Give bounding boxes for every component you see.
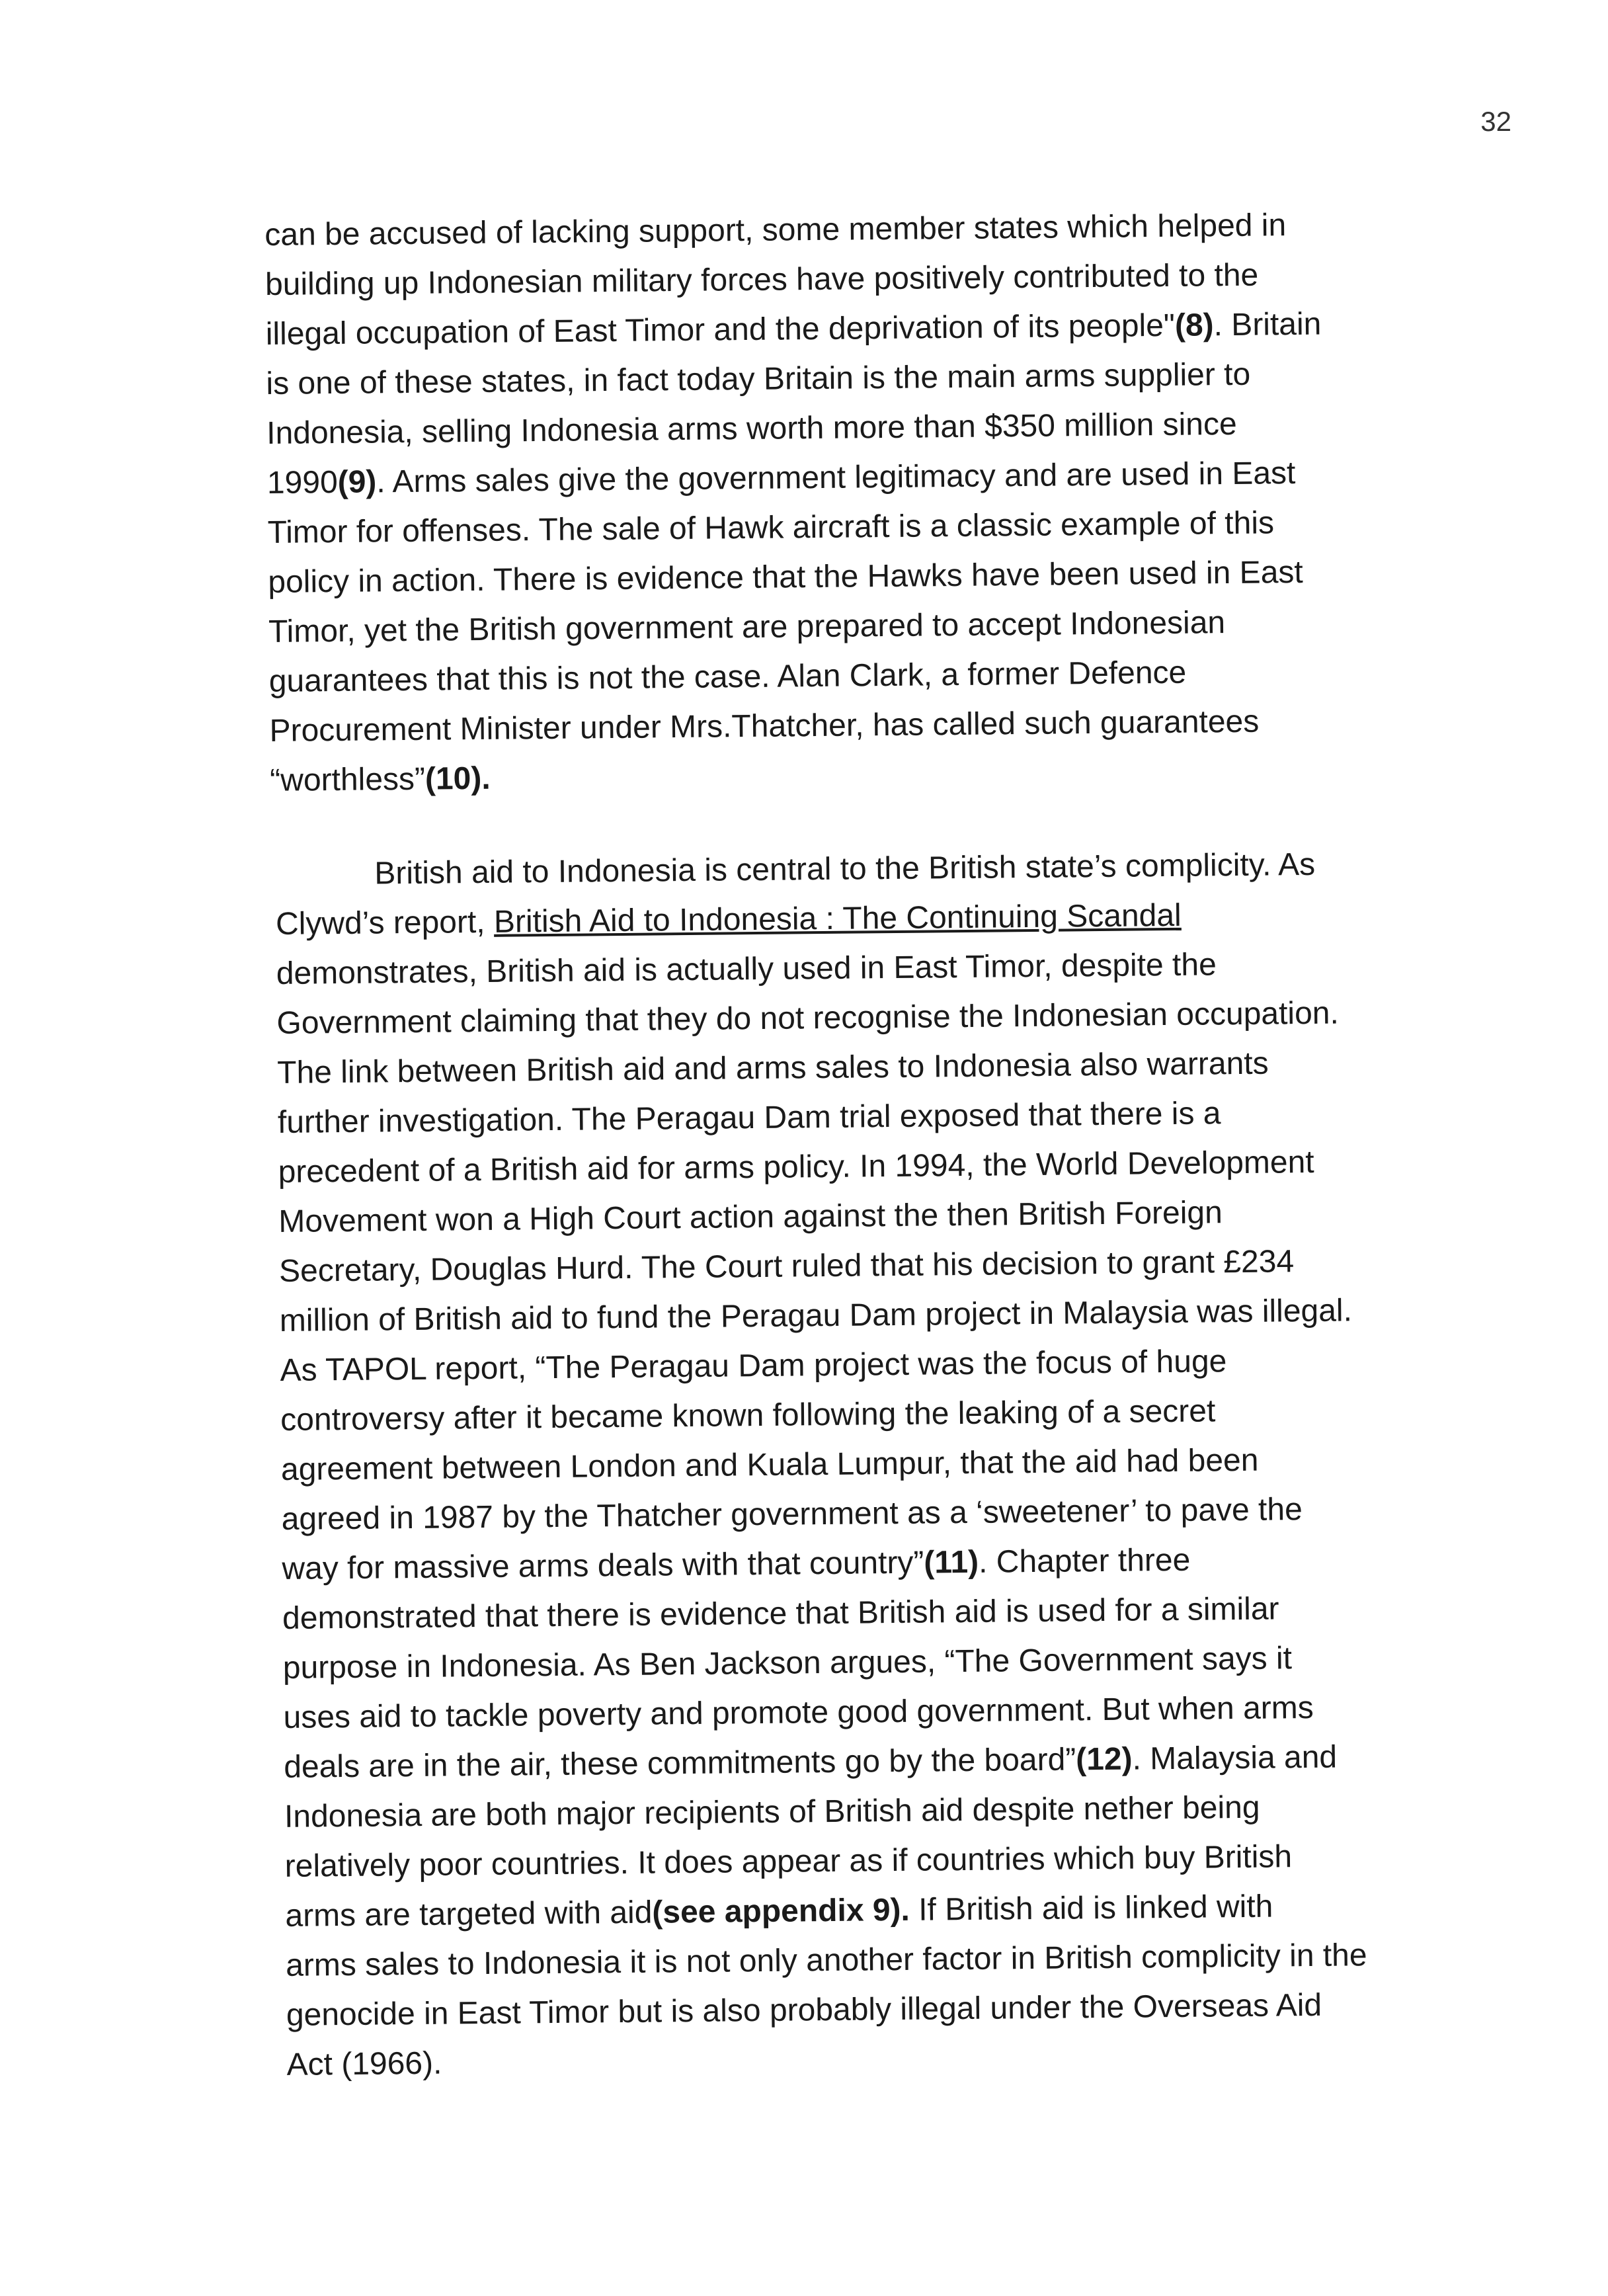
text-segment: arms are targeted with aid [285,1895,653,1934]
text-segment: illegal occupation of East Timor and the deprivation of its people" [265,308,1176,352]
footnote-ref-12: (12) [1075,1741,1133,1778]
text-line: million of British aid to fund the Peragau Dam project in Malaysia was illegal. [279,1293,1353,1338]
report-title: British Aid to Indonesia : The Continuing Scandal [493,897,1182,940]
text-segment: . Britain [1213,306,1322,343]
text-line: agreement between London and Kuala Lumpur, that the aid had been [280,1442,1259,1487]
text-line: agreed in 1987 by the Thatcher government as a ‘sweetener’ to pave the [281,1492,1303,1537]
paragraph-2 [275,839,1470,2090]
text-line: Procurement Minister under Mrs.Thatcher, has called such guarantees [269,704,1260,749]
text-line: guarantees that this is not the case. Alan Clark, a former Defence [268,655,1187,699]
text-line: uses aid to tackle poverty and promote good government. But when arms [283,1690,1314,1735]
text-line: The link between British aid and arms sales to Indonesia also warrants [276,1046,1269,1090]
text-segment: . Chapter three [978,1542,1191,1580]
text-line [270,745,1454,805]
page-number: 32 [1480,106,1511,137]
text-line: purpose in Indonesia. As Ben Jackson argues, “The Government says it [282,1641,1293,1686]
footnote-ref-9: (9) [337,464,377,500]
text-line: demonstrated that there is evidence that British aid is used for a similar [282,1591,1279,1636]
text-line: Secretary, Douglas Hurd. The Court ruled that his decision to grant £234 [278,1244,1295,1289]
text-line: Timor for offenses. The sale of Hawk aircraft is a classic example of this [267,505,1275,550]
text-segment: way for massive arms deals with that country” [282,1545,924,1586]
text-line: policy in action. There is evidence that the Hawks have been used in East [268,554,1303,600]
text-line: further investigation. The Peragau Dam trial exposed that there is a [277,1096,1221,1140]
text-line: Movement won a High Court action against the then British Foreign [278,1195,1223,1239]
text-line: Government claiming that they do not recognise the Indonesian occupation. [276,995,1340,1041]
text-line: British aid to Indonesia is central to the British state’s complicity. As [374,846,1316,891]
text-segment: 1990 [266,464,338,501]
text-line: Indonesia are both major recipients of British aid despite nether being [284,1789,1260,1834]
text-line: controversy after it became known following the leaking of a secret [280,1393,1216,1438]
text-segment: Clywd’s report, [275,904,495,942]
footnote-ref-10: (10). [424,760,491,797]
footnote-ref-11: (11) [924,1544,979,1580]
text-segment: . Arms sales give the government legitimacy and are used in East [376,456,1296,500]
text-line: Act (1966). [286,2045,442,2082]
appendix-reference: (see appendix 9). [652,1892,910,1930]
footnote-ref-8: (8) [1174,308,1214,343]
text-line: demonstrates, British aid is actually used in East Timor, despite the [276,947,1217,991]
text-line: genocide in East Timor but is also probably illegal under the Overseas Aid [286,1987,1322,2033]
text-line: arms sales to Indonesia it is not only another factor in British complicity in the [285,1938,1367,1983]
paragraph-1 [264,199,1454,805]
text-segment: “worthless” [270,761,426,798]
text-line: Indonesia, selling Indonesia arms worth more than $350 million since [266,406,1237,451]
text-line: is one of these states, in fact today Britain is the main arms supplier to [266,356,1251,401]
text-line: building up Indonesian military forces have positively contributed to the [264,257,1259,302]
text-line: relatively poor countries. It does appear as if countries which buy British [284,1839,1293,1884]
text-line: can be accused of lacking support, some member states which helped in [264,208,1287,253]
text-segment: deals are in the air, these commitments go by the board” [284,1742,1076,1785]
text-line: precedent of a British aid for arms policy. In 1994, the World Development [278,1144,1314,1190]
text-segment: . Malaysia and [1132,1739,1338,1777]
text-line: Timor, yet the British government are prepared to accept Indonesian [268,605,1226,649]
text-segment: If British aid is linked with [909,1889,1273,1928]
text-line: As TAPOL report, “The Peragau Dam project was the focus of huge [280,1344,1227,1388]
